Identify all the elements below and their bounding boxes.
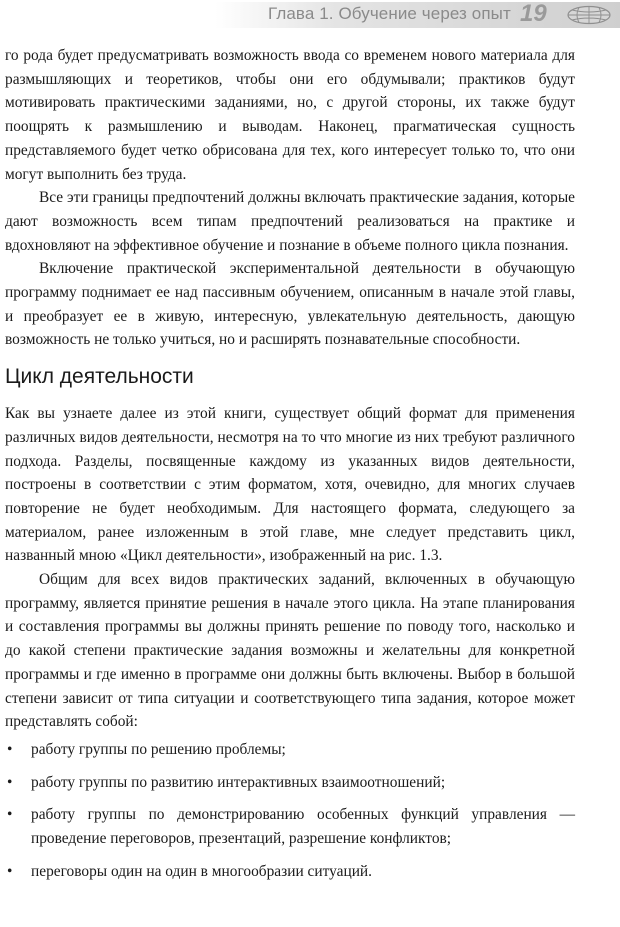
paragraph-preferences: Все эти границы предпочтений должны включать практические задания, которые дают возможность всем типам предпочтений реализоваться на практике и вдохновляют на эффективное обучение и познание в объеме полного цикла познания.: [5, 189, 575, 254]
chapter-title: Глава 1. Обучение через опыт: [268, 4, 511, 23]
bullet-icon: •: [7, 773, 13, 791]
page-header: [0, 0, 620, 30]
list-item: [5, 771, 575, 795]
list-item-text: работу группы по демонстрированию особенных функций управления — проведение переговоров, презентаций, разрешение конфликтов;: [31, 806, 575, 848]
globe-logo-icon: [566, 5, 612, 25]
paragraph-format: Как вы узнаете далее из этой книги, существует общий формат для применения различных видов деятельности, несмотря на то что многие из них требуют различного подхода. Разделы, посвященные каждому из указанных видов деятельности, построены в соответствии с этим форматом, хотя, очевидно, для многих случаев повторение не будет необходимым. Для настоящего формата, следующего за материалом, ранее изложенным в этой главе, мне следует представить цикл, названный мною «Цикл деятельности», изображенный на рис. 1.3.: [5, 405, 575, 565]
page-number: 19: [520, 0, 547, 27]
list-item-text: переговоры один на один в многообразии ситуаций.: [31, 862, 373, 880]
task-type-list: [5, 738, 575, 884]
bullet-icon: •: [7, 862, 13, 880]
page-body: [5, 44, 575, 893]
bullet-icon: •: [7, 806, 13, 824]
list-item: [5, 738, 575, 762]
list-item-text: работу группы по развитию интерактивных взаимоотношений;: [31, 773, 446, 791]
paragraph-experiential: Включение практической экспериментальной деятельности в обучающую программу поднимает ее над пассивным обучением, описанным в начале этой главы, и преобразует ее в живую, интересную, увлекательную деятельность, дающую возможность не только учиться, но и расширять познавательные способности.: [5, 260, 575, 349]
bullet-icon: •: [7, 740, 13, 758]
list-item: [5, 860, 575, 884]
list-item: [5, 803, 575, 850]
paragraph-continuation: го рода будет предусматривать возможность ввода со временем нового материала для размышляющих и теоретиков, чтобы они его обдумывали; практиков будут мотивировать практическими заданиями, но, с другой стороны, их также будут поощрять к размышлению и выводам. Наконец, прагматическая сущность представляемого будет четко обрисована для тех, кого интересует только то, что они могут выполнить без труда.: [5, 47, 575, 183]
section-heading: Цикл деятельности: [5, 365, 194, 389]
paragraph-decision: Общим для всех видов практических заданий, включенных в обучающую программу, является принятие решения в начале этого цикла. На этапе планирования и составления программы вы должны принять решение по поводу того, насколько и до какой степени практические задания возможны и желательны для конкретной программы и где именно в программе они должны быть включены. Выбор в большой степени зависит от типа ситуации и соответствующего типа задания, которое может представлять собой:: [5, 571, 575, 731]
list-item-text: работу группы по решению проблемы;: [31, 740, 286, 758]
